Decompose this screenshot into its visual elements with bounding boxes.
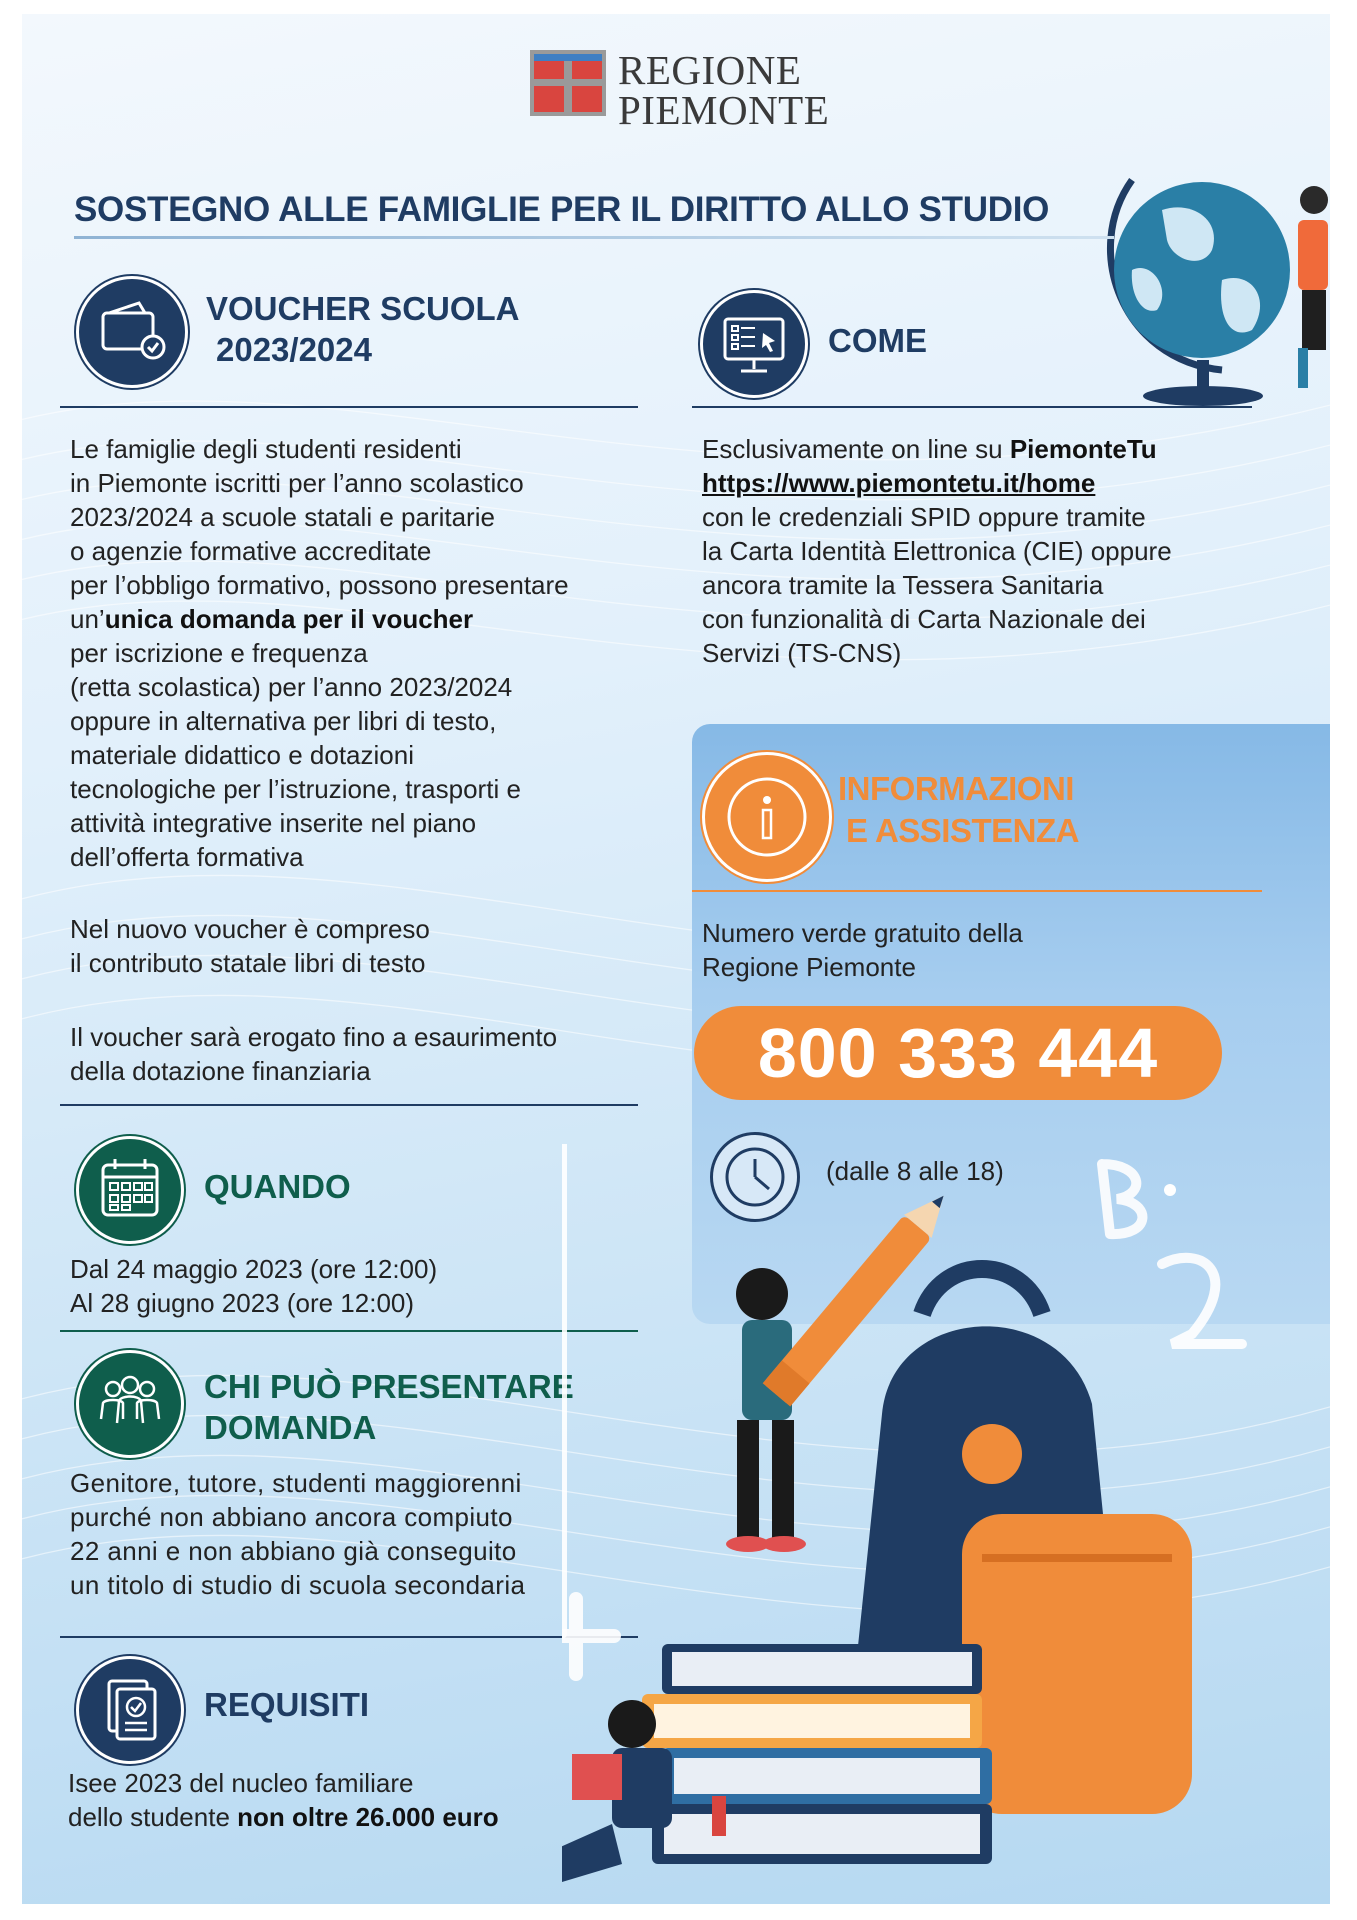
chi-divider-top bbox=[60, 1330, 638, 1332]
quando-start: Dal 24 maggio 2023 (ore 12:00) bbox=[70, 1254, 438, 1284]
requisiti-heading: REQUISITI bbox=[204, 1686, 370, 1723]
voucher-heading-line1: VOUCHER SCUOLA bbox=[206, 290, 520, 327]
come-heading: COME bbox=[828, 322, 927, 359]
voucher-bold-text: unica domanda per il voucher bbox=[104, 604, 474, 634]
come-body-line: con funzionalità di Carta Nazionale dei bbox=[702, 604, 1146, 634]
quando-heading: QUANDO bbox=[204, 1168, 351, 1205]
title-underline bbox=[74, 236, 1114, 239]
piemontetu-name: PiemonteTu bbox=[1009, 434, 1157, 464]
info-heading bbox=[838, 768, 1079, 852]
voucher-heading-line2: 2023/2024 bbox=[216, 331, 372, 368]
globe-illustration bbox=[1102, 160, 1330, 420]
voucher-body-line: 2023/2024 a scuole statali e paritarie bbox=[70, 502, 495, 532]
toll-free-number[interactable]: 800 333 444 bbox=[757, 1014, 1159, 1092]
come-body-line: con le credenziali SPID oppure tramite bbox=[702, 502, 1146, 532]
come-body bbox=[702, 432, 1172, 670]
chi-heading-line1: CHI PUÒ PRESENTARE bbox=[204, 1368, 574, 1405]
voucher-body-line: dell’offerta formativa bbox=[70, 842, 304, 872]
logo-text bbox=[618, 47, 830, 133]
info-icon bbox=[702, 752, 832, 882]
come-body-line: Servizi (TS-CNS) bbox=[702, 638, 902, 668]
page-title: SOSTEGNO ALLE FAMIGLIE PER IL DIRITTO ALLO STUDIO bbox=[74, 190, 1050, 229]
quando-divider-top bbox=[60, 1104, 638, 1106]
voucher-body-line: in Piemonte iscritti per l’anno scolastico bbox=[70, 468, 524, 498]
info-heading-line1: INFORMAZIONI bbox=[838, 770, 1074, 807]
come-body-line: ancora tramite la Tessera Sanitaria bbox=[702, 570, 1104, 600]
chi-body-line: un titolo di studio di scuola secondaria bbox=[70, 1570, 526, 1600]
voucher-body-line: oppure in alternativa per libri di testo, bbox=[70, 706, 497, 736]
voucher-divider bbox=[60, 406, 638, 408]
requisiti-line1: Isee 2023 del nucleo familiare bbox=[68, 1768, 414, 1798]
school-books-backpack-illustration bbox=[562, 1144, 1330, 1904]
piemontetu-link[interactable]: https://www.piemontetu.it/home bbox=[702, 468, 1096, 498]
voucher-note-funds bbox=[70, 1020, 557, 1088]
info-divider bbox=[692, 890, 1262, 892]
chi-body-line: 22 anni e non abbiano già conseguito bbox=[70, 1536, 517, 1566]
flyer-page bbox=[22, 14, 1330, 1904]
info-body bbox=[702, 916, 1023, 984]
voucher-bold-prefix: un’ bbox=[70, 604, 105, 634]
voucher-body bbox=[70, 432, 569, 874]
voucher-body-line: per l’obbligo formativo, possono presentare bbox=[70, 570, 569, 600]
document-check-icon bbox=[76, 1656, 184, 1764]
voucher-body-line: per iscrizione e frequenza bbox=[70, 638, 368, 668]
voucher-note1-line1: Nel nuovo voucher è compreso bbox=[70, 914, 430, 944]
voucher-card-icon bbox=[76, 276, 188, 388]
quando-end: Al 28 giugno 2023 (ore 12:00) bbox=[70, 1288, 415, 1318]
voucher-body-line: o agenzie formative accreditate bbox=[70, 536, 432, 566]
requisiti-line2 bbox=[68, 1800, 499, 1834]
voucher-note1-line2: il contributo statale libri di testo bbox=[70, 948, 426, 978]
computer-monitor-icon bbox=[700, 290, 808, 398]
info-heading-line2: E ASSISTENZA bbox=[846, 812, 1079, 849]
come-line1 bbox=[702, 432, 1172, 466]
info-line1: Numero verde gratuito della bbox=[702, 918, 1023, 948]
voucher-body-line: tecnologiche per l’istruzione, trasporti e bbox=[70, 774, 521, 804]
voucher-heading bbox=[206, 288, 520, 370]
come-body-line: la Carta Identità Elettronica (CIE) oppure bbox=[702, 536, 1172, 566]
voucher-body-line: materiale didattico e dotazioni bbox=[70, 740, 414, 770]
chi-heading-line2: DOMANDA bbox=[204, 1409, 377, 1446]
requisiti-isee-limit: non oltre 26.000 euro bbox=[237, 1802, 499, 1832]
requisiti-line2-prefix: dello studente bbox=[68, 1802, 238, 1832]
voucher-note-books bbox=[70, 912, 430, 980]
info-line2: Regione Piemonte bbox=[702, 952, 916, 982]
voucher-note2-line1: Il voucher sarà erogato fino a esaurimento bbox=[70, 1022, 558, 1052]
people-group-icon bbox=[76, 1350, 184, 1458]
logo-line1: REGIONE bbox=[618, 47, 802, 93]
requisiti-body bbox=[68, 1766, 499, 1834]
voucher-body-line: Le famiglie degli studenti residenti bbox=[70, 434, 462, 464]
come-line1-prefix: Esclusivamente on line su bbox=[702, 434, 1010, 464]
voucher-body-line: attività integrative inserite nel piano bbox=[70, 808, 477, 838]
quando-dates bbox=[70, 1252, 437, 1320]
regione-piemonte-logo-icon bbox=[530, 50, 606, 116]
come-divider bbox=[692, 406, 1252, 408]
chi-heading bbox=[204, 1366, 574, 1448]
voucher-body-line: (retta scolastica) per l’anno 2023/2024 bbox=[70, 672, 513, 702]
requisiti-divider-top bbox=[60, 1636, 638, 1638]
toll-free-number-badge bbox=[694, 1006, 1222, 1100]
chi-body-line: Genitore, tutore, studenti maggiorenni bbox=[70, 1468, 522, 1498]
logo-line2: PIEMONTE bbox=[618, 87, 830, 133]
voucher-note2-line2: della dotazione finanziaria bbox=[70, 1056, 371, 1086]
chi-body-line: purché non abbiano ancora compiuto bbox=[70, 1502, 513, 1532]
opening-hours: (dalle 8 alle 18) bbox=[826, 1156, 1004, 1186]
chi-body bbox=[70, 1466, 525, 1602]
voucher-body-bold-line bbox=[70, 602, 569, 636]
calendar-icon bbox=[76, 1136, 184, 1244]
